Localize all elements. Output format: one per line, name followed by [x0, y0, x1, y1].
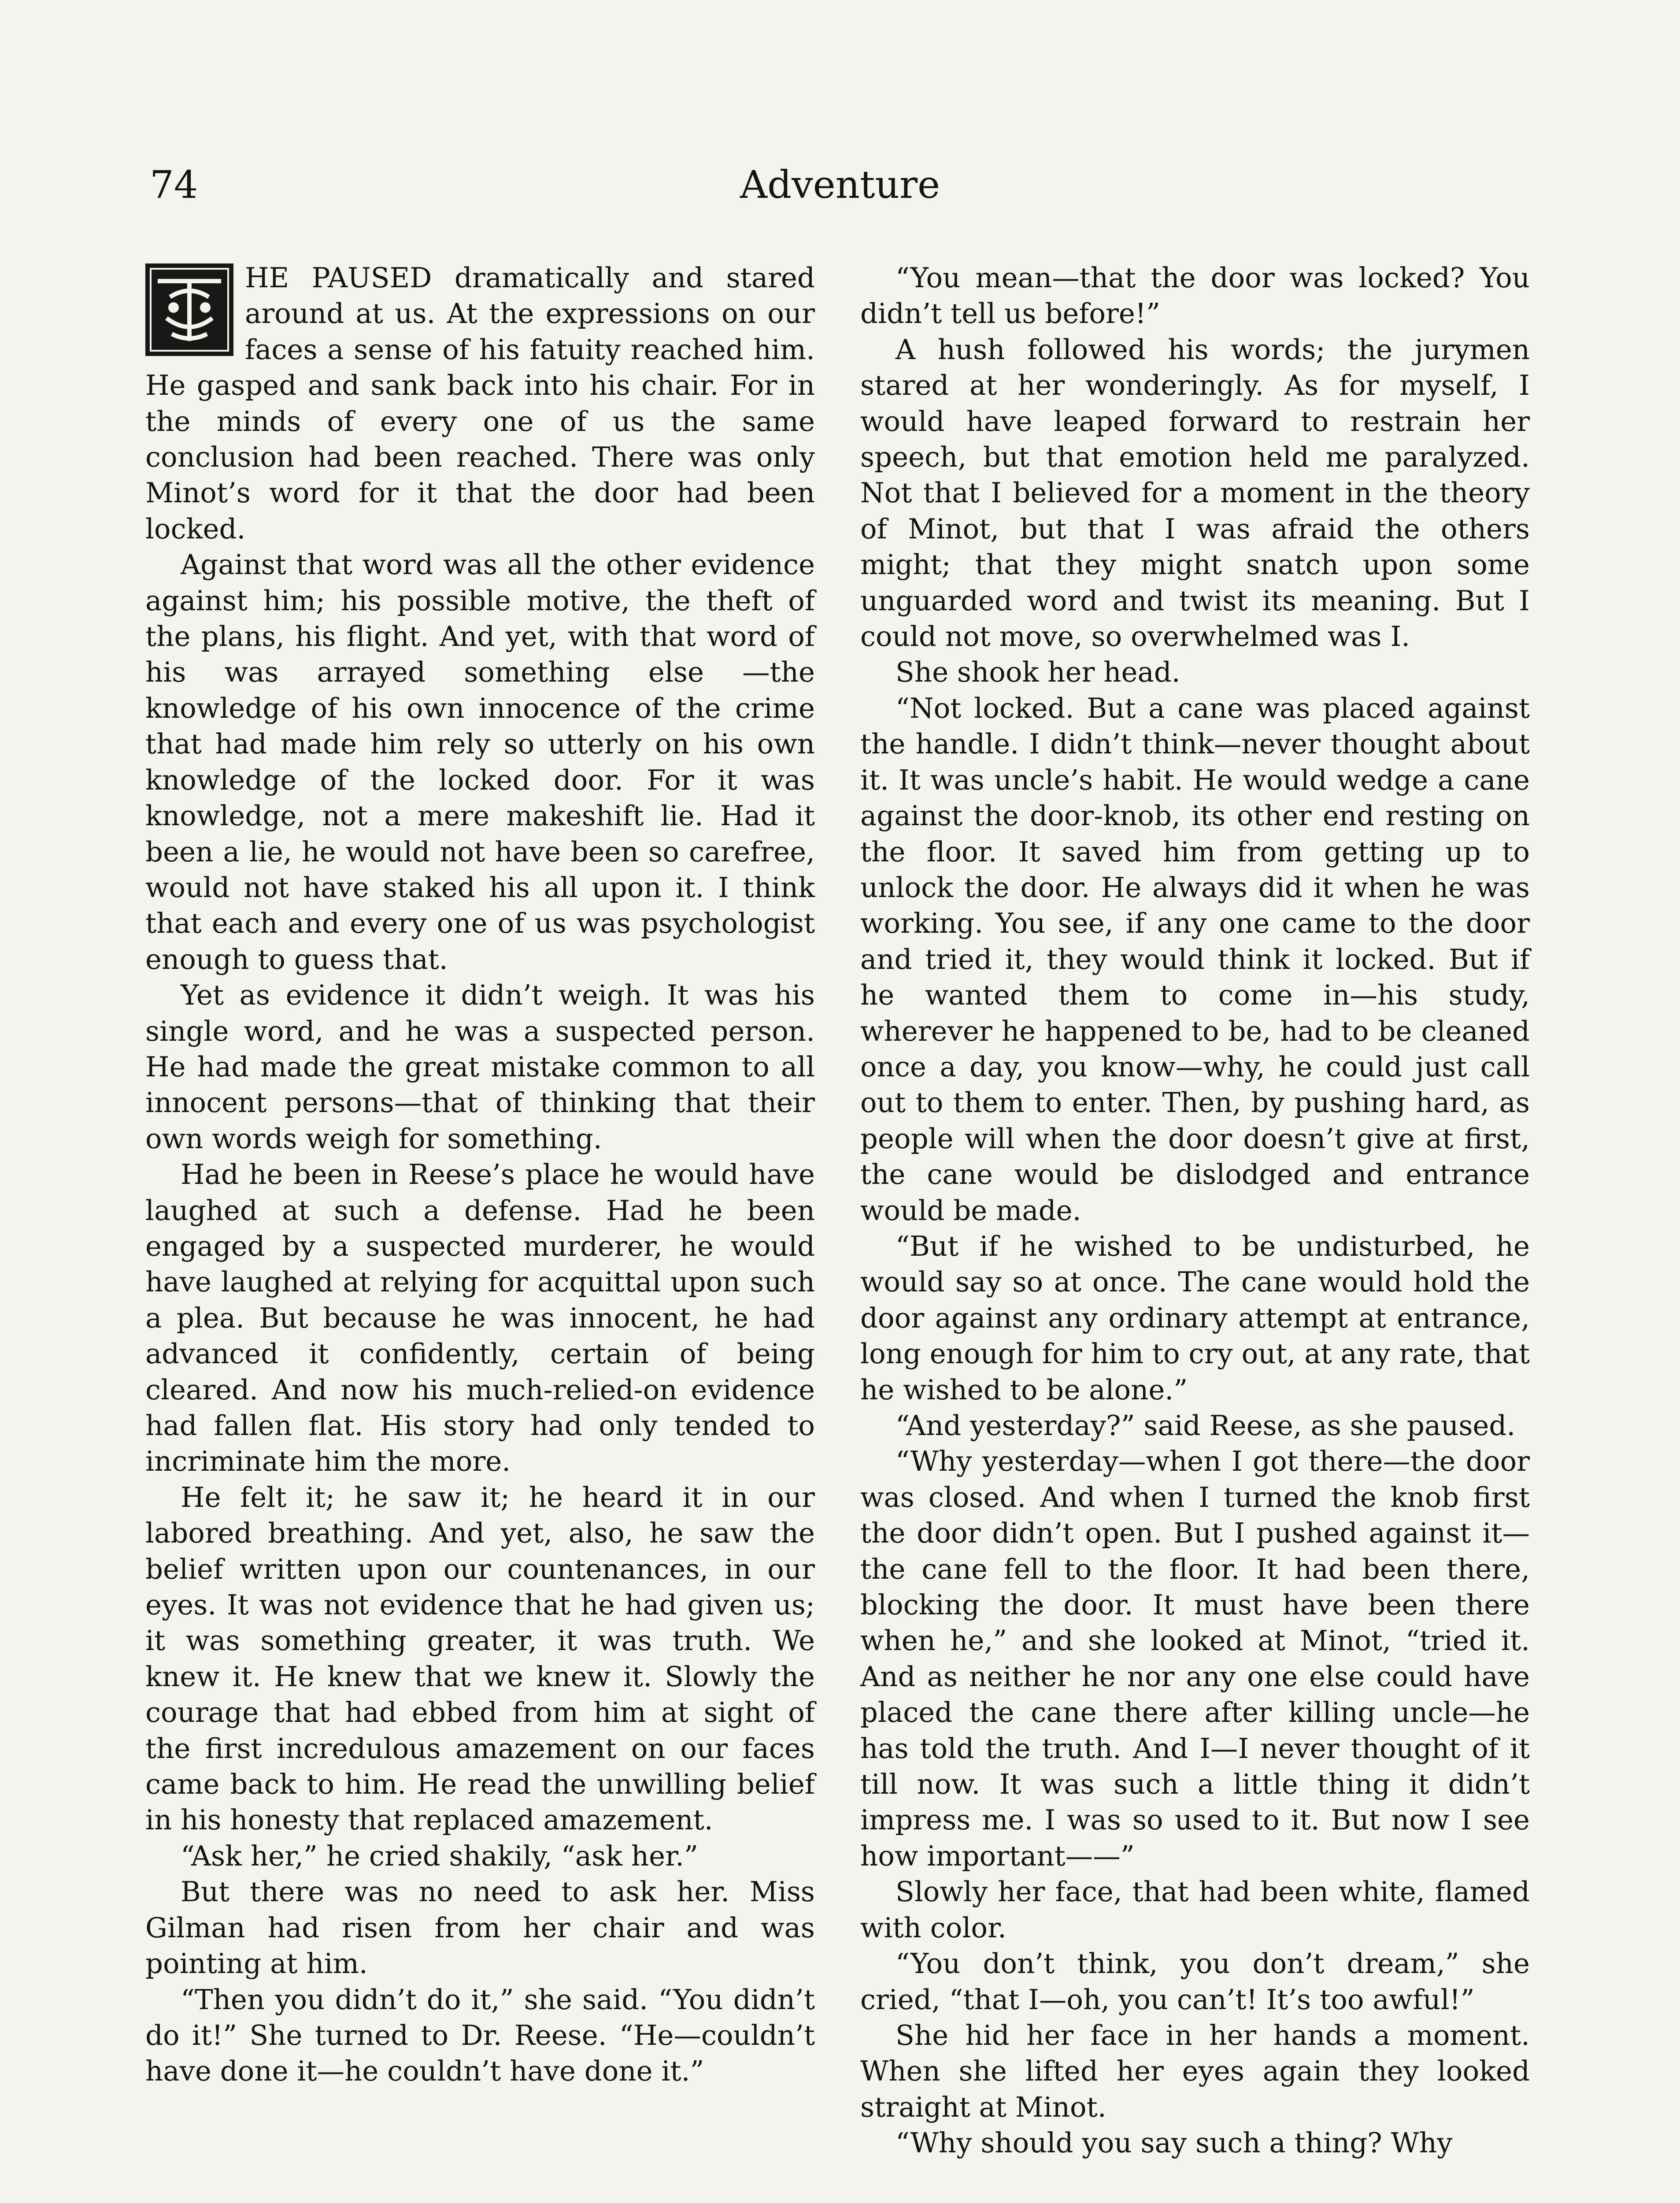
ornamental-drop-cap-icon: [145, 263, 233, 356]
paragraph: He felt it; he saw it; he heard it in our labored breathing. And yet, also, he saw the belief written upon our countenances, in our eyes. It was not evidence that he had given us; it was something greater, it was truth. We knew it. He knew that we knew it. Slowly the courage that had ebbed from him at sight of the first incredulous amazement on our faces came back to him. He read the unwilling belief in his honesty that replaced amazement.: [145, 1481, 815, 1836]
paragraph: A hush followed his words; the jurymen stared at her wonderingly. As for myself, I would have leaped forward to restrain her speech, but that emotion held me paralyzed. Not that I believed for a moment in the theory of Minot, but that I was afraid the others might; that they might snatch upon some unguarded word and twist its meaning. But I could not move, so overwhelmed was I.: [860, 333, 1530, 653]
paragraph: “Then you didn’t do it,” she said. “You didn’t do it!” She turned to Dr. Reese. “He—couldn’t have done it—he couldn’t have done it.”: [145, 1983, 815, 2088]
paragraph: “Why yesterday—when I got there—the door was closed. And when I turned the knob first the door didn’t open. But I pushed against it—the cane fell to the floor. It had been there, blocking the door. It must have been there when he,” and she looked at Minot, “tried it. And as neither he nor any one else could have placed the cane there after killing uncle—he has told the truth. And I—I never thought of it till now. It was such a little thing it didn’t impress me. I was so used to it. But now I see how important——”: [860, 1445, 1530, 1872]
paragraph: Had he been in Reese’s place he would have laughed at such a defense. Had he been engaged by a suspected murderer, he would have laughed at relying for acquittal upon such a plea. But because he was innocent, he had advanced it confidently, certain of being cleared. And now his much-relied-on evidence had fallen flat. His story had only tended to incriminate him the more.: [145, 1158, 815, 1478]
page-header: [150, 163, 1530, 234]
paragraph: She hid her face in her hands a moment. When she lifted her eyes again they looked straight at Minot.: [860, 2019, 1530, 2123]
paragraph: Yet as evidence it didn’t weigh. It was his single word, and he was a suspected person. He had made the great mistake common to all innocent persons—that of thinking that their own words weigh for something.: [145, 979, 815, 1155]
paragraph: “You mean—that the door was locked? You didn’t tell us before!”: [860, 262, 1530, 330]
paragraph: HE PAUSED dramatically and stared around at us. At the expressions on our faces a sense of his fatuity reached him. He gasped and sank back into his chair. For in the minds of every one of us the same conclusion had been reached. There was only Minot’s word for it that the door had been locked.: [145, 262, 815, 545]
paragraph: “But if he wished to be undisturbed, he would say so at once. The cane would hold the door against any ordinary attempt at entrance, long enough for him to cry out, at any rate, that he wished to be alone.”: [860, 1230, 1530, 1406]
paragraph: “And yesterday?” said Reese, as she paused.: [896, 1409, 1516, 1442]
paragraph: Slowly her face, that had been white, flamed with color.: [860, 1876, 1530, 1944]
paragraph: Against that word was all the other evidence against him; his possible motive, the theft of the plans, his flight. And yet, with that word of his was arrayed something else —the knowledge of his own innocence of the crime that had made him rely so utterly on his own knowledge of the locked door. For it was knowledge, not a mere makeshift lie. Had it been a lie, he would not have been so carefree, would not have staked his all upon it. I think that each and every one of us was psychologist enough to guess that.: [145, 549, 815, 975]
paragraph: “You don’t think, you don’t dream,” she cried, “that I—oh, you can’t! It’s too awful!”: [860, 1947, 1530, 2016]
left-column: [145, 260, 815, 2089]
right-column: [860, 260, 1530, 2161]
paragraph: She shook her head.: [896, 656, 1180, 689]
paragraph: “Not locked. But a cane was placed against the handle. I didn’t think—never thought about it. It was uncle’s habit. He would wedge a cane against the door-knob, its other end resting on the floor. It saved him from getting up to unlock the door. He always did it when he was working. You see, if any one came to the door and tried it, they would think it locked. But if he wanted them to come in—his study, wherever he happened to be, had to be cleaned once a day, you know—why, he could just call out to them to enter. Then, by pushing hard, as people will when the door doesn’t give at first, the cane would be dislodged and entrance would be made.: [860, 692, 1530, 1227]
paragraph: “Why should you say such a thing? Why: [896, 2127, 1453, 2159]
paragraph: But there was no need to ask her. Miss Gilman had risen from her chair and was pointing at him.: [145, 1876, 815, 1980]
paragraph: “Ask her,” he cried shakily, “ask her.”: [181, 1840, 698, 1872]
page-number: 74: [150, 163, 198, 207]
magazine-title: Adventure: [740, 163, 940, 207]
